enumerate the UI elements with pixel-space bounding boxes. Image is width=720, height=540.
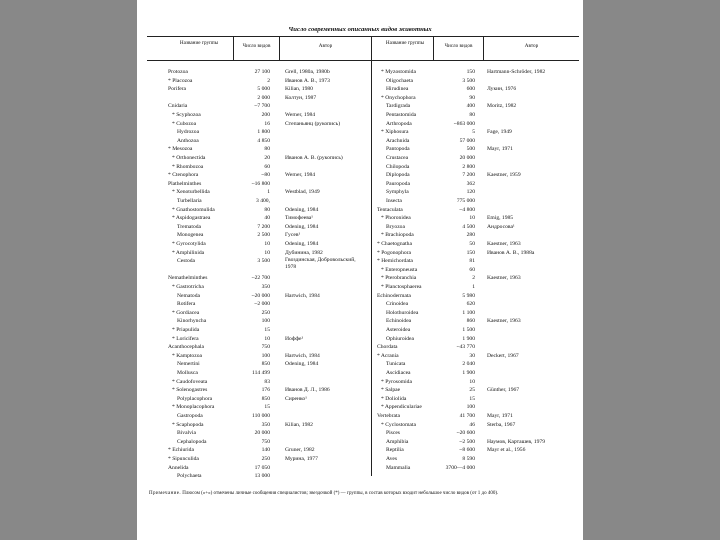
species-count: 5 980 — [462, 292, 475, 299]
author-ref: Мурина, 1977 — [285, 456, 318, 462]
table-row — [137, 188, 583, 197]
group-name: * Monoplacophora — [172, 404, 215, 411]
author-ref: Kilian, 1982 — [285, 421, 313, 428]
group-name: Trematoda — [177, 223, 202, 230]
species-count: ~2 000 — [254, 301, 270, 308]
species-count: ~20 600 — [456, 430, 475, 437]
table-row — [137, 102, 583, 111]
species-count: 16 — [264, 120, 270, 127]
species-count: 41 700 — [459, 413, 475, 419]
group-name: * Appendiculariae — [381, 404, 422, 411]
author-ref: Deckert, 1967 — [487, 352, 519, 359]
author-ref: Westblad, 1949 — [285, 189, 320, 196]
table-row — [137, 266, 583, 275]
table-row — [137, 171, 583, 180]
author-ref: Emig, 1985 — [487, 215, 514, 222]
species-count: 850 — [261, 395, 270, 402]
species-count: ~8 600 — [459, 447, 475, 454]
group-name: Anthozoa — [177, 137, 199, 144]
group-name: * Solenogastres — [172, 387, 208, 394]
group-name: Annelida — [168, 464, 189, 471]
group-name: Monogenea — [177, 232, 204, 239]
author-ref: Sterba, 1967 — [487, 421, 516, 428]
species-count: 860 — [466, 318, 475, 325]
table-row — [137, 438, 583, 447]
author-ref: Андросова¹ — [487, 223, 515, 230]
group-name: Oligochaeta — [386, 77, 414, 84]
species-count: 1 900 — [462, 335, 475, 342]
table-row — [137, 274, 583, 283]
table-row — [137, 111, 583, 120]
species-count: 1 500 — [462, 327, 475, 333]
author-ref: Иванов А. В., 1988a — [487, 249, 535, 256]
group-name: * Acrania — [377, 352, 399, 359]
table-row — [137, 283, 583, 292]
table-row — [137, 378, 583, 387]
species-count: ~16 800 — [251, 180, 270, 187]
author-ref: Иванов А. В., 1973 — [285, 77, 330, 84]
species-count: 90 — [469, 94, 475, 101]
table-row — [137, 300, 583, 309]
author-ref: Kaestner, 1963 — [487, 275, 521, 282]
group-name: Cephalopoda — [177, 438, 207, 445]
table-row — [137, 240, 583, 249]
table-row — [137, 206, 583, 215]
author-ref: Hartmann-Schröder, 1982 — [487, 69, 546, 75]
group-name: Protozoa — [168, 69, 188, 75]
header-bottom-rule — [147, 60, 579, 61]
species-count: 114 499 — [252, 370, 270, 376]
group-name: Diplopoda — [386, 172, 410, 179]
group-name: Holothuroidea — [386, 309, 419, 316]
group-name: * Xiphosura — [381, 129, 409, 136]
group-name: * Xenoturbellida — [172, 189, 210, 196]
species-count: ~43 770 — [456, 344, 475, 351]
group-name: * Scyphozoa — [172, 112, 201, 118]
table-row — [137, 231, 583, 240]
group-name: Symphyla — [386, 189, 409, 196]
species-count: 350 — [261, 284, 270, 290]
species-count: 4 500 — [462, 223, 475, 230]
species-count: 2 — [267, 77, 270, 84]
group-name: Asteroidea — [386, 327, 411, 333]
group-name: * Rhombozoa — [172, 163, 204, 170]
group-name: Porifera — [168, 86, 187, 93]
group-name: * Gastrotricha — [172, 284, 204, 290]
group-name: Tardigrada — [386, 103, 411, 110]
author-ref: Fage, 1949 — [487, 129, 512, 136]
group-name: Rotifera — [177, 301, 196, 308]
header-group-right: Название группы — [385, 40, 425, 46]
species-count: 750 — [261, 438, 270, 445]
species-count: 80 — [264, 146, 270, 153]
species-count: 110 000 — [252, 413, 270, 419]
author-ref: Mayr, 1971 — [487, 413, 513, 419]
species-count: 250 — [261, 309, 270, 316]
species-count: 20 — [264, 155, 270, 161]
author-ref: Hartwich, 1984 — [285, 352, 320, 359]
species-count: 13 000 — [254, 473, 270, 480]
author-ref: Иванов А. В. (рукопись) — [285, 155, 343, 161]
table-row — [137, 94, 583, 103]
group-name: Reptilia — [386, 447, 404, 454]
group-name: * Priapulida — [172, 327, 200, 333]
group-name: Polyplacophora — [177, 395, 213, 402]
table-row — [137, 317, 583, 326]
species-count: ~80 — [261, 172, 270, 179]
author-ref: Mayr, 1971 — [487, 146, 513, 153]
group-name: * Doliolida — [381, 395, 407, 402]
species-count: 2 500 — [257, 232, 270, 239]
author-ref: Дубинина, 1982 — [285, 249, 323, 256]
author-ref: Odening, 1984 — [285, 361, 319, 368]
table-row — [137, 163, 583, 172]
author-ref: Günther, 1967 — [487, 387, 520, 394]
group-name: * Phoronidea — [381, 215, 411, 222]
table-row — [137, 128, 583, 137]
author-ref: Odening, 1984 — [285, 206, 319, 213]
group-name: Ascidiacea — [386, 370, 411, 376]
species-count: 60 — [469, 266, 475, 273]
species-count: 10 — [469, 378, 475, 385]
group-name: * Onychophora — [381, 94, 416, 101]
group-name: Turbellaria — [177, 198, 202, 204]
table-row — [137, 369, 583, 378]
group-name: * Salpae — [381, 387, 401, 394]
group-name: Hirudinea — [386, 86, 409, 93]
species-count: 362 — [466, 180, 475, 187]
table-row — [137, 429, 583, 438]
table-row — [137, 386, 583, 395]
document-page — [137, 0, 583, 540]
species-count: 1 100 — [462, 309, 475, 316]
species-count: 140 — [261, 447, 270, 454]
table-row — [137, 464, 583, 473]
species-count: 400 — [466, 103, 475, 110]
table-row — [137, 257, 583, 266]
species-count: 500 — [466, 146, 475, 153]
author-ref: Odening, 1984 — [285, 241, 319, 247]
species-count: 620 — [466, 301, 475, 308]
author-ref: Grell, 1980a, 1980b — [285, 69, 330, 75]
species-count: 80 — [264, 206, 270, 213]
group-name: Arthropoda — [386, 120, 412, 127]
author-ref: Гвоздинская, Добровольский, 1978 — [285, 257, 356, 271]
species-count: 5 000 — [257, 86, 270, 93]
group-name: * Scaphopoda — [172, 421, 204, 428]
group-name: * Cubozoa — [172, 120, 197, 127]
species-count: 280 — [466, 232, 475, 239]
group-name: * Caudofoveata — [172, 378, 208, 385]
species-count: 200 — [261, 112, 270, 118]
group-name: Mollusca — [177, 370, 198, 376]
author-ref: Kilian, 1980 — [285, 86, 313, 93]
group-name: Pantopoda — [386, 146, 410, 153]
group-name: Cestoda — [177, 258, 196, 265]
table-row — [137, 455, 583, 464]
species-count: 15 — [469, 395, 475, 402]
table-row — [137, 145, 583, 154]
species-count: 775 000 — [456, 198, 475, 204]
author-ref: Колтун, 1987 — [285, 94, 317, 101]
group-name: Echinoidea — [386, 318, 412, 325]
species-count: 20 000 — [459, 155, 475, 161]
species-count: 7 200 — [257, 223, 270, 230]
table-row — [137, 395, 583, 404]
table-row — [137, 120, 583, 129]
table-row — [137, 421, 583, 430]
table-row — [137, 472, 583, 481]
species-count: 57 000 — [459, 137, 475, 144]
group-name: Acanthocephala — [168, 344, 205, 351]
table-row — [137, 197, 583, 206]
table-row — [137, 137, 583, 146]
header-count-left: Число видов — [242, 43, 271, 49]
footnote — [149, 491, 577, 497]
header-count-right: Число видов — [444, 43, 473, 49]
author-ref: Mayr et al., 1956 — [487, 447, 526, 454]
group-name: Hydrozoa — [177, 129, 200, 136]
species-count: 25 — [469, 387, 475, 394]
group-name: Tentaculata — [377, 206, 403, 213]
group-name: * Gyrocotylida — [172, 241, 206, 247]
group-name: Crustacea — [386, 155, 409, 161]
author-ref: Gruner, 1982 — [285, 447, 315, 454]
group-name: * Brachiopoda — [381, 232, 414, 239]
table-row — [137, 446, 583, 455]
group-name: Plathelminthes — [168, 180, 202, 187]
species-count: 100 — [261, 352, 270, 359]
species-count: 27 100 — [254, 69, 270, 75]
header-author-right: Автор — [524, 43, 539, 49]
group-name: * Orthonectida — [172, 155, 206, 161]
footnote-text: Плюсом («+») отмечены личные сообщения специалистов; звездочкой (*) — группы, в состав которых входит небольшое число видов (от 1 до 400). — [182, 491, 499, 496]
species-count: 10 — [264, 335, 270, 342]
species-count: ~20 000 — [251, 292, 270, 299]
species-count: 1 900 — [462, 370, 475, 376]
group-name: Chordata — [377, 344, 398, 351]
table-row — [137, 249, 583, 258]
species-count: 3 500 — [257, 258, 270, 265]
table-row — [137, 343, 583, 352]
table-row — [137, 180, 583, 189]
species-count: 40 — [264, 215, 270, 222]
table-row — [137, 412, 583, 421]
author-ref: Werner, 1984 — [285, 112, 316, 118]
table-row — [137, 403, 583, 412]
group-name: Bivalvia — [177, 430, 196, 437]
author-ref: Тимофеева¹ — [285, 215, 313, 222]
species-count: 1 800 — [257, 129, 270, 136]
footnote-label: Примечание. — [149, 491, 182, 496]
group-name: * Aspidogastraea — [172, 215, 211, 222]
species-count: ~7 700 — [254, 103, 270, 110]
species-count: 8 590 — [462, 456, 475, 462]
species-count: 150 — [466, 69, 475, 75]
author-ref: Kaestner, 1959 — [487, 172, 521, 179]
table-row — [137, 214, 583, 223]
author-ref: Moritz, 1982 — [487, 103, 517, 110]
group-name: Arachnida — [386, 137, 410, 144]
group-name: Nematoda — [177, 292, 200, 299]
group-name: * Kamptozoa — [172, 352, 202, 359]
species-count: 83 — [264, 378, 270, 385]
species-count: 176 — [261, 387, 270, 394]
group-name: Tunicata — [386, 361, 406, 368]
group-name: * Pyrosomida — [381, 378, 412, 385]
table-row — [137, 309, 583, 318]
species-count: 3 400, — [256, 198, 270, 204]
group-name: Aves — [386, 456, 398, 462]
species-count: 10 — [469, 215, 475, 222]
species-count: 750 — [261, 344, 270, 351]
group-name: * Echiurida — [168, 447, 194, 454]
group-name: Ophiuroidea — [386, 335, 414, 342]
table-top-rule — [147, 36, 579, 37]
species-count: 120 — [466, 189, 475, 196]
group-name: Amphibia — [386, 438, 409, 445]
species-count: 20 000 — [254, 430, 270, 437]
species-count: 2 000 — [257, 94, 270, 101]
group-name: * Cyclostomata — [381, 421, 416, 428]
group-name: * Placozoa — [168, 77, 193, 84]
table-row — [137, 68, 583, 77]
author-ref: Сиренко¹ — [285, 395, 307, 402]
author-ref: Иоффе¹ — [285, 335, 304, 342]
species-count: 4 850 — [257, 137, 270, 144]
species-count: 2 — [472, 275, 475, 282]
species-count: 3 500 — [462, 77, 475, 84]
species-count: ~863 000 — [453, 120, 475, 127]
group-name: Nemathelminthes — [168, 275, 208, 282]
author-ref: Степаньянц (рукопись) — [285, 120, 341, 127]
group-name: Vertebrata — [377, 413, 400, 419]
species-count: 600 — [466, 86, 475, 93]
table-row — [137, 223, 583, 232]
species-count: 350 — [261, 421, 270, 428]
species-count: 2 040 — [462, 361, 475, 368]
table-row — [137, 335, 583, 344]
group-name: Insecta — [386, 198, 402, 204]
group-name: Chilopoda — [386, 163, 410, 170]
author-ref: Hartwich, 1984 — [285, 292, 320, 299]
table-row — [137, 352, 583, 361]
header-group-left: Название группы — [179, 40, 219, 46]
group-name: * Enteropneusta — [381, 266, 418, 273]
group-name: Cnidaria — [168, 103, 188, 110]
species-count: 17 050 — [254, 464, 270, 471]
species-count: 7 200 — [462, 172, 475, 179]
table-row — [137, 154, 583, 163]
group-name: Pentastomida — [386, 112, 417, 118]
author-ref: Werner, 1984 — [285, 172, 316, 179]
group-name: * Pterobranchia — [381, 275, 417, 282]
group-name: Pisces — [386, 430, 400, 437]
species-count: 100 — [466, 404, 475, 411]
table-row — [137, 77, 583, 86]
species-count: 850 — [261, 361, 270, 368]
species-count: ~4 800 — [459, 206, 475, 213]
species-count: 3700—4 000 — [445, 464, 475, 471]
group-name: * Ctenophora — [168, 172, 199, 179]
species-count: 1 — [267, 189, 270, 196]
author-ref: Kaestner, 1963 — [487, 241, 521, 247]
author-ref: Наумов, Карташев, 1979 — [487, 438, 546, 445]
species-count: 250 — [261, 456, 270, 462]
group-name: Echinodermata — [377, 292, 411, 299]
species-count: 2 800 — [462, 163, 475, 170]
author-ref: Иванов Д. Л., 1986 — [285, 387, 330, 394]
table-row — [137, 326, 583, 335]
species-count: 81 — [469, 258, 475, 265]
author-ref: Odening, 1984 — [285, 223, 319, 230]
species-count: 150 — [466, 249, 475, 256]
group-name: * Sipunculida — [168, 456, 199, 462]
species-count: ~22 700 — [251, 275, 270, 282]
species-count: 60 — [264, 163, 270, 170]
species-count: 46 — [469, 421, 475, 428]
group-name: * Myzostomida — [381, 69, 416, 75]
group-name: * Pogonophora — [377, 249, 412, 256]
group-name: Pauropoda — [386, 180, 410, 187]
header-author-left: Автор — [318, 43, 333, 49]
author-ref: Лукин, 1976 — [487, 86, 517, 93]
group-name: Kinorhyncha — [177, 318, 207, 325]
species-count: 10 — [264, 241, 270, 247]
species-count: ~2 500 — [459, 438, 475, 445]
species-count: 50 — [469, 241, 475, 247]
group-name: Nemertini — [177, 361, 200, 368]
group-name: * Chaetognatha — [377, 241, 412, 247]
group-name: * Hemichordata — [377, 258, 413, 265]
species-count: 1 — [472, 284, 475, 290]
group-name: * Gnathostomulida — [172, 206, 215, 213]
author-ref: Kaestner, 1963 — [487, 318, 521, 325]
group-name: * Loricifera — [172, 335, 199, 342]
species-count: 15 — [264, 404, 270, 411]
group-name: * Gordiacea — [172, 309, 200, 316]
table-row — [137, 360, 583, 369]
table-row — [137, 85, 583, 94]
group-name: Bryozoa — [386, 223, 405, 230]
species-count: 30 — [469, 352, 475, 359]
group-name: Crinoidea — [386, 301, 409, 308]
group-name: * Mesozoa — [168, 146, 193, 153]
species-count: 15 — [264, 327, 270, 333]
author-ref: Гусев¹ — [285, 232, 301, 239]
species-count: 10 — [264, 249, 270, 256]
group-name: Gastropoda — [177, 413, 203, 419]
group-name: Mammalia — [386, 464, 411, 471]
group-name: * Amphilinida — [172, 249, 205, 256]
table-row — [137, 292, 583, 301]
species-count: 100 — [261, 318, 270, 325]
group-name: * Planctosphaerea — [381, 284, 422, 290]
table-title: Число современных описанных видов животных — [288, 26, 432, 33]
species-count: 5 — [472, 129, 475, 136]
species-count: 80 — [469, 112, 475, 118]
group-name: Polychaeta — [177, 473, 202, 480]
